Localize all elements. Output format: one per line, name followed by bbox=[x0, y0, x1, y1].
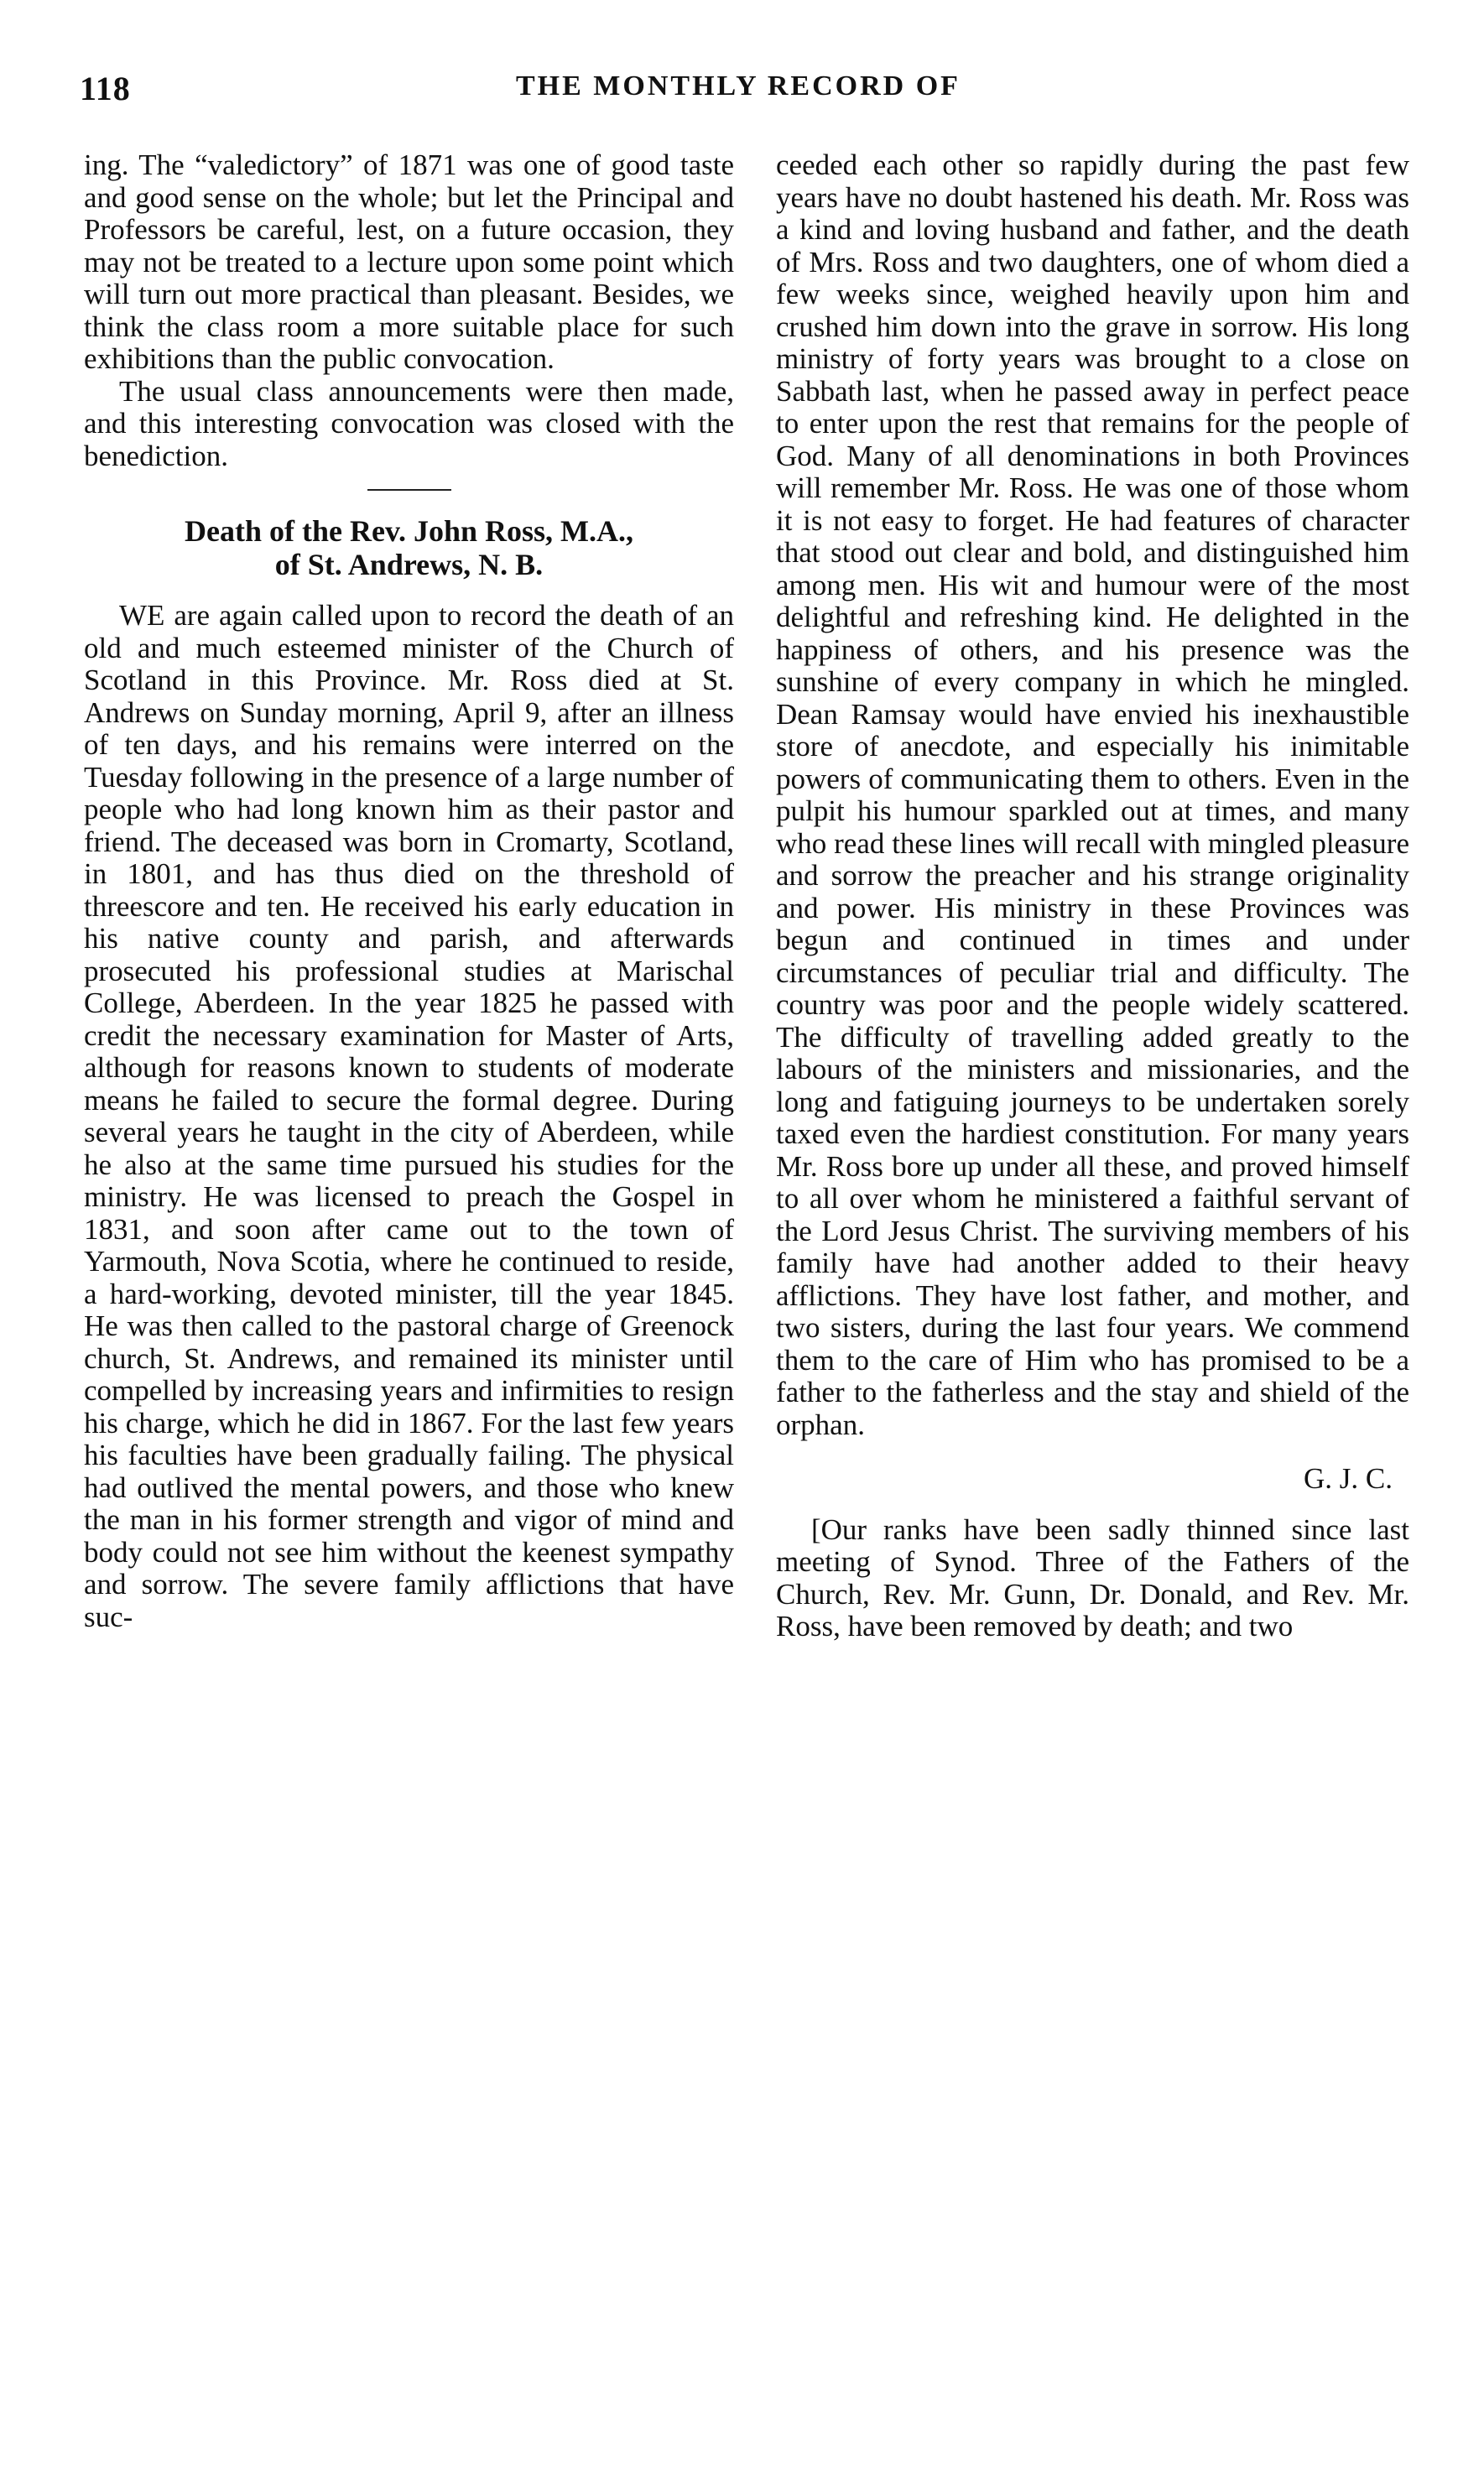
left-column bbox=[84, 149, 734, 1633]
obituary-heading-line-2: of St. Andrews, N. B. bbox=[274, 548, 544, 581]
convocation-closing-paragraph: The usual class announcements were then made, and this interesting convocation was closed with the benediction. bbox=[84, 374, 734, 472]
page-number: 118 bbox=[80, 70, 131, 107]
editorial-note: [Our ranks have been sadly thinned since last meeting of Synod. Three of the Fathers of the Church, Rev. Mr. Gunn, Dr. Donald, and Rev. Mr. Ross, have been removed by death; and two bbox=[776, 1512, 1409, 1642]
obituary-paragraph: WE are again called upon to record the death of an old and much esteemed minister of the Church of Scotland in this Province. Mr. Ross died at St. Andrews on Sunday morning, April 9, after an illness of ten days, and his remains were interred on the Tuesday following in the presence of a large number of people who had long known him as their pastor and friend. The deceased was born in Cromarty, Scotland, in 1801, and has thus died on the threshold of threescore and ten. He received his early education in his native county and parish, and afterwards prosecuted his professional studies at Marischal College, Aberdeen. In the year 1825 he passed with credit the necessary examination for Master of Arts, although for reasons known to students of moderate means he failed to secure the formal degree. During several years he taught in the city of Aberdeen, while he also at the same time pursued his studies for the ministry. He was licensed to preach the Gospel in 1831, and soon after came out to the town of Yarmouth, Nova Scotia, where he continued to reside, a hard-working, devoted minister, till the year 1845. He was then called to the pastoral charge of Greenock church, St. Andrews, and remained its minister until compelled by increasing years and infirmities to resign his charge, which he did in 1867. For the last few years his faculties have been gradually failing. The physical had outlived the mental powers, and those who knew the man in his former strength and vigor of mind and body could not see him without the keenest sympathy and sorrow. The severe family afflictions that have suc- bbox=[84, 599, 734, 1633]
right-column bbox=[776, 149, 1409, 1643]
running-head: THE MONTHLY RECORD OF bbox=[516, 70, 961, 102]
author-signature: G. J. C. bbox=[1304, 1462, 1393, 1495]
obituary-heading-line-1: Death of the Rev. John Ross, M.A., bbox=[185, 514, 633, 548]
page-header bbox=[80, 69, 1405, 119]
section-divider bbox=[367, 489, 451, 491]
obituary-heading bbox=[84, 514, 734, 581]
obituary-text-continued: ceeded each other so rapidly during the past few years have no doubt hastened his death. Mr. Ross was a kind and loving husband and father, and the death of Mrs. Ross and two daughters, one of whom died a few weeks since, weighed heavily upon him and crushed him down into the grave in sorrow. His long ministry of forty years was brought to a close on Sabbath last, when he passed away in perfect peace to enter upon the rest that remains for the people of God. Many of all denominations in both Provinces will remember Mr. Ross. He was one of those whom it is not easy to forget. He had features of character that stood out clear and bold, and distinguished him among men. His wit and humour were of the most delightful and refreshing kind. He delighted in the happiness of others, and his presence was the sunshine of every company in which he mingled. Dean Ramsay would have envied his inexhaustible store of anecdote, and especially his inimitable powers of communicating them to others. Even in the pulpit his humour sparkled out at times, and many who read these lines will recall with mingled pleasure and sorrow the preacher and his strange originality and power. His ministry in these Provinces was begun and continued in times and under circumstances of peculiar trial and difficulty. The country was poor and the people widely scattered. The difficulty of travelling added greatly to the labours of the ministers and missionaries, and the long and fatiguing journeys to be undertaken sorely taxed even the hardiest constitution. For many years Mr. Ross bore up under all these, and proved himself to all over whom he ministered a faithful servant of the Lord Jesus Christ. The surviving members of his family have had another added to their heavy afflictions. They have lost father, and mother, and two sisters, during the last four years. We commend them to the care of Him who has promised to be a father to the fatherless and the stay and shield of the orphan. bbox=[776, 148, 1409, 1441]
convocation-text-continued: ing. The “valedictory” of 1871 was one of good taste and good sense on the whole; but let the Principal and Professors be careful, lest, on a future occasion, they may not be treated to a lecture upon some point which will turn out more practical than pleasant. Besides, we think the class room a more suitable place for such exhibitions than the public convocation. bbox=[84, 148, 734, 375]
